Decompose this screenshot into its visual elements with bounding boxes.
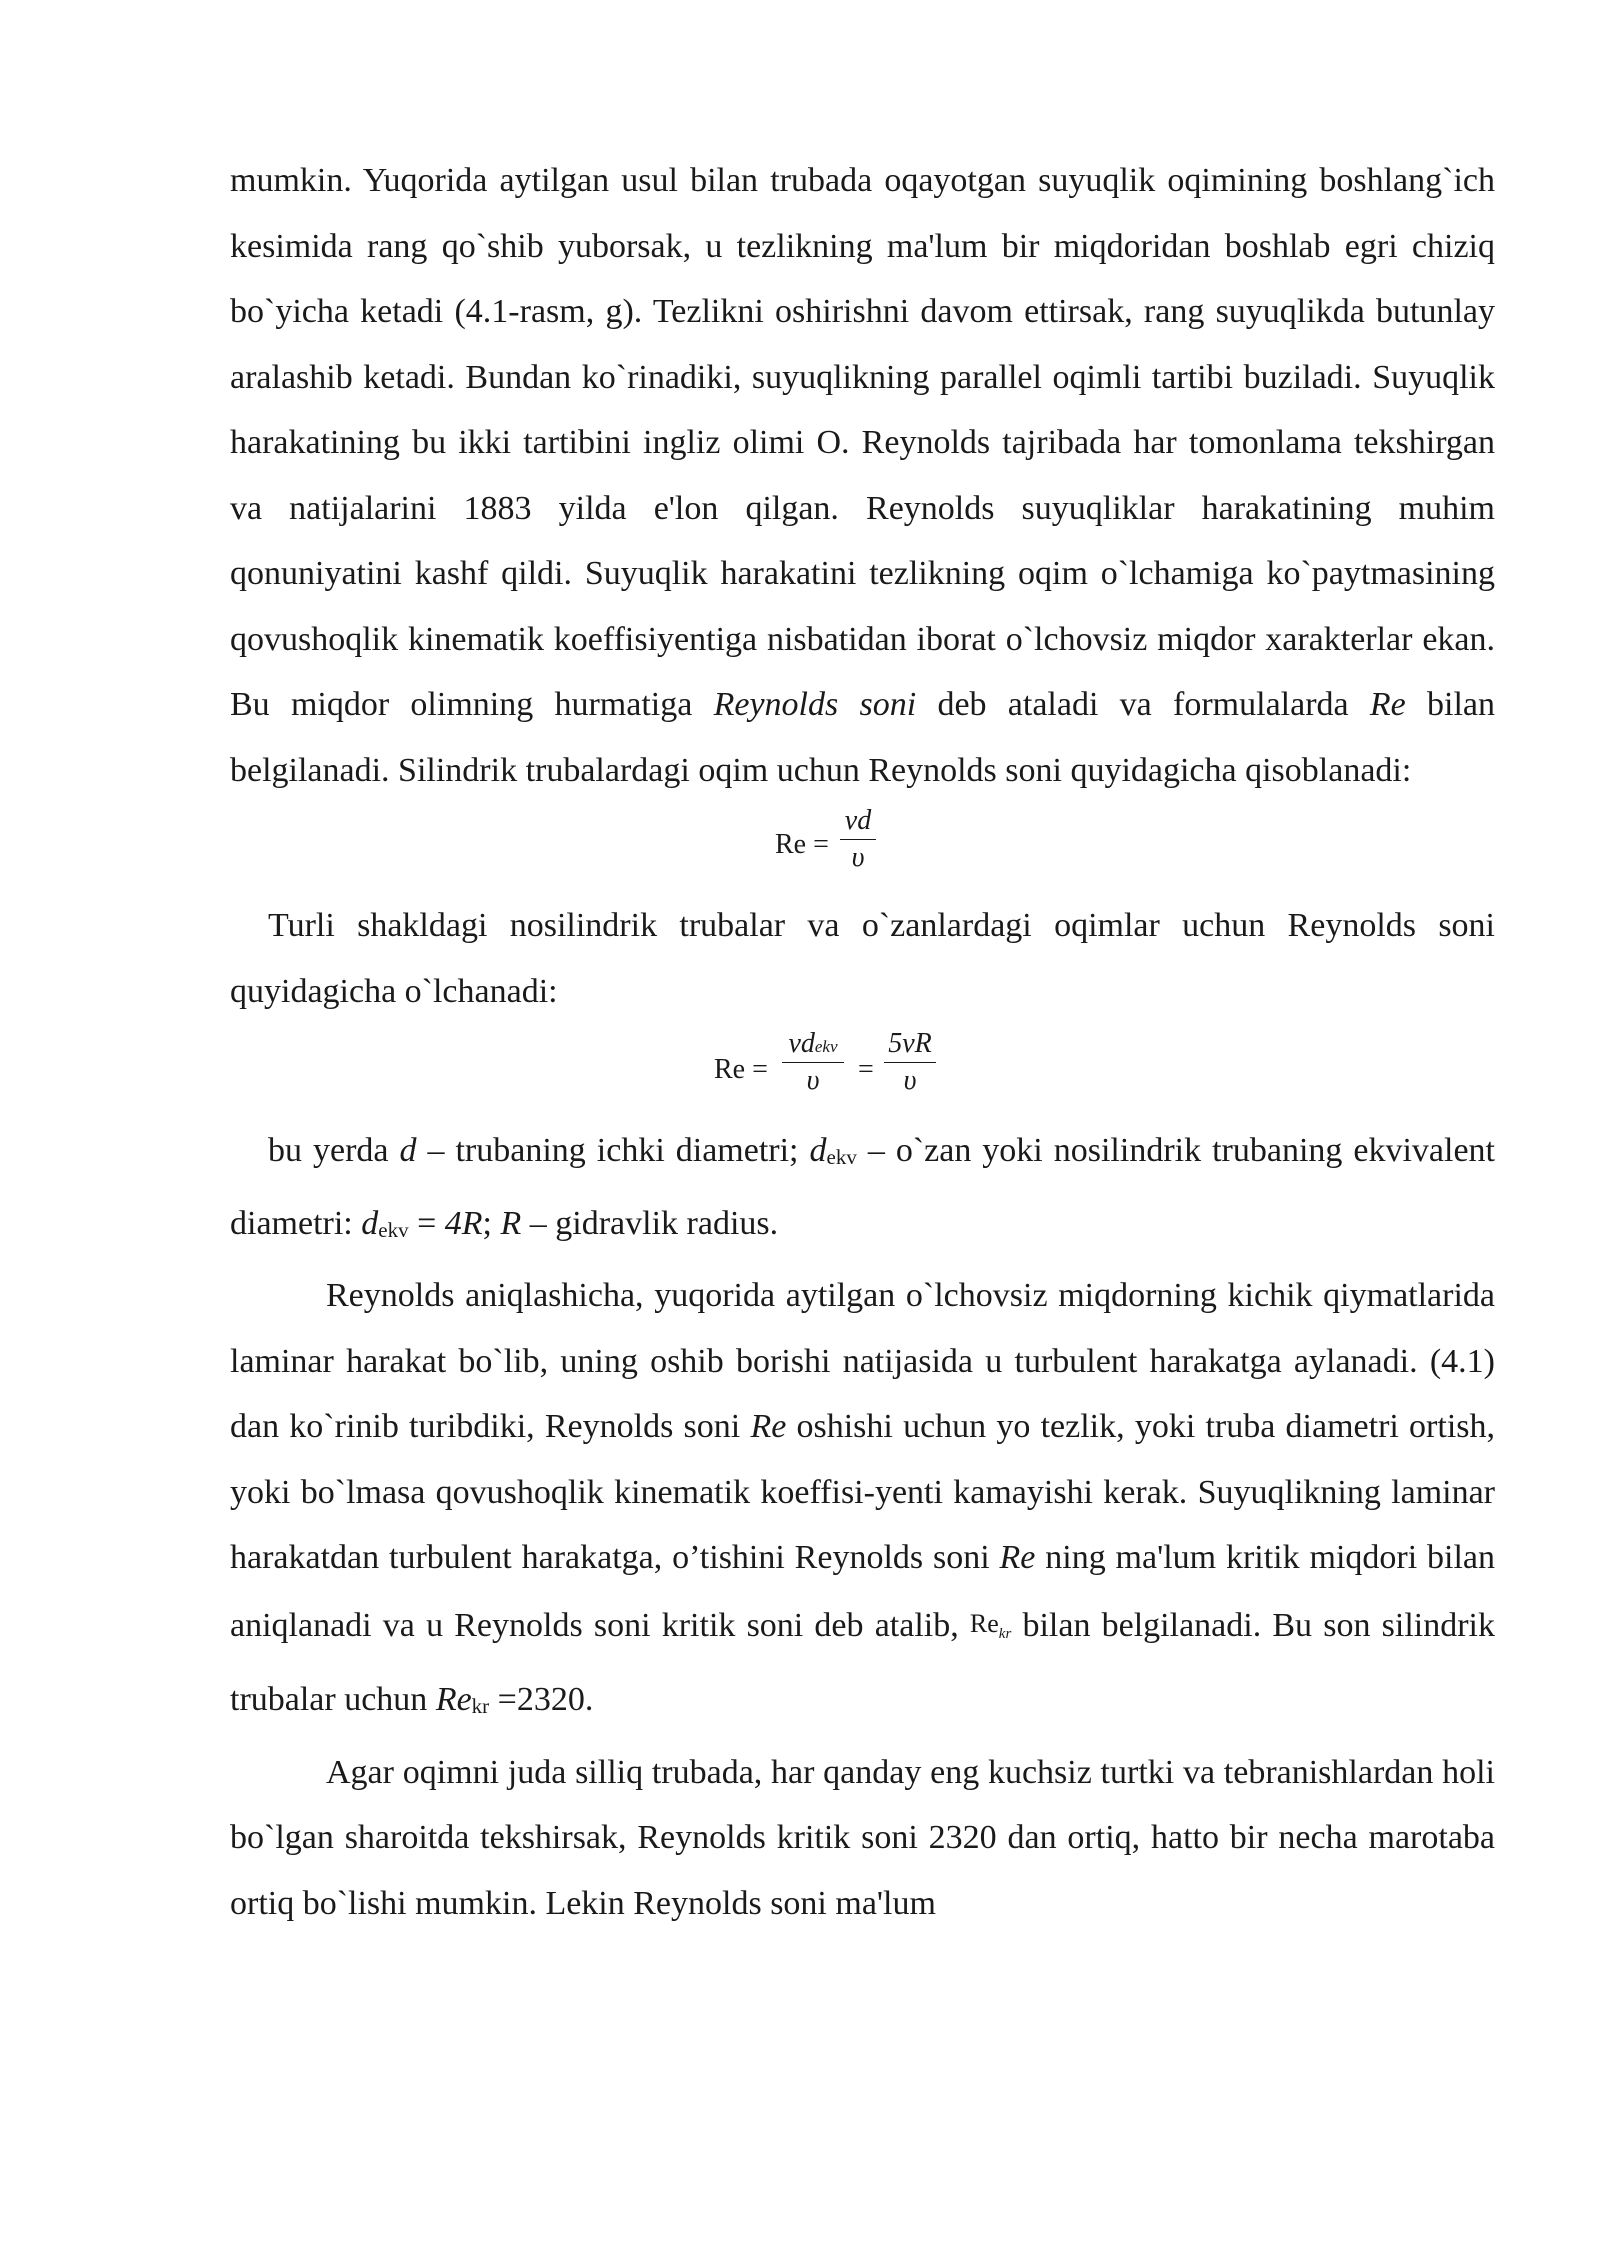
paragraph-2: Turli shakldagi nosilindrik trubalar va o`zanlardagi oqimlar uchun Reynolds soni quyidagicha o`lchanadi:: [230, 907, 1495, 1010]
re-kr-symbol: $Re_{kr}$: [969, 1608, 1012, 1642]
paragraph-3: bu yerda d – trubaning ichki diametri; $d_{ekv}$ – o`zan yoki nosilindrik trubaning ekvivalent diametri: $d_{ekv} = 4R$; R – gidravlik radius.: [230, 1132, 1495, 1242]
formula2-fraction-1: [782, 1028, 844, 1097]
formula-reynolds-noncylindrical: [230, 1024, 1495, 1114]
formula2-equals: =: [858, 1054, 874, 1085]
paragraph-4: Reynolds aniqlashicha, yuqorida aytilgan o`lchovsiz miqdorning kichik qiymatlarida laminar harakat bo`lib, uning oshib borishi natijasida u turbulent harakatga aylanadi. (4.1) dan ko`rinib turibdiki, Reynolds soni Re oshishi uchun yo tezlik, yoki truba diametri ortish, yoki bo`lmasa qovushoqlik kinematik koeffisi-yenti kamayishi kerak. Suyuqlikning laminar harakatdan turbulent harakatga, o’tishini Reynolds soni Re ning ma'lum kritik miqdori bilan aniqlanadi va u Reynolds soni kritik soni deb atalib, $Re_{kr}$ bilan belgilanadi. Bu son silindrik trubalar uchun $Re_{kr} =2320$.: [230, 1277, 1496, 1719]
formula1-denominator: υ: [851, 842, 865, 873]
formula2-denominator-1: υ: [806, 1065, 820, 1096]
formula2-numerator-2: 5vR: [888, 1028, 932, 1059]
formula1-lhs: Re =: [775, 829, 829, 860]
formula-reynolds-cylindrical: [230, 803, 1495, 883]
term-reynolds-soni: Reynolds soni: [713, 686, 917, 723]
document-page: [230, 148, 1495, 1936]
formula2-numerator-1: vdekv: [788, 1028, 838, 1059]
paragraph-1: mumkin. Yuqorida aytilgan usul bilan trubada oqayotgan suyuqlik oqimining boshlang`ich kesimida rang qo`shib yuborsak, u tezlikning ma'lum bir miqdoridan boshlab egri chiziq bo`yicha ketadi (4.1-rasm, g). Tezlikni oshirishni davom ettirsak, rang suyuqlikda butunlay aralashib ketadi. Bundan ko`rinadiki, suyuqlikning parallel oqimli tartibi buziladi. Suyuqlik harakatining bu ikki tartibini ingliz olimi O. Reynolds tajribada har tomonlama tekshirgan va natijalarini 1883 yilda e'lon qilgan. Reynolds suyuqliklar harakatining muhim qonuniyatini kashf qildi. Suyuqlik harakatini tezlikning oqim o`lchamiga ko`paytmasining qovushoqlik kinematik koeffisiyentiga nisbatidan iborat o`lchovsiz miqdor xarakterlar ekan. Bu miqdor olimning hurmatiga Reynolds soni deb ataladi va formulalarda Re bilan belgilanadi. Silindrik trubalardagi oqim uchun Reynolds soni quyidagicha qisoblanadi:: [230, 162, 1496, 789]
formula2-lhs: Re =: [714, 1054, 768, 1085]
formula1-fraction: [840, 805, 876, 874]
paragraph-5: Agar oqimni juda silliq trubada, har qanday eng kuchsiz turtki va tebranishlardan holi bo`lgan sharoitda tekshirsak, Reynolds kritik soni 2320 dan ortiq, hatto bir necha marotaba ortiq bo`lishi mumkin. Lekin Reynolds soni ma'lum: [230, 1753, 1495, 1922]
formula2-fraction-2: [884, 1028, 936, 1097]
formula1-numerator: vd: [844, 805, 872, 836]
formula2-denominator-2: υ: [903, 1065, 917, 1096]
